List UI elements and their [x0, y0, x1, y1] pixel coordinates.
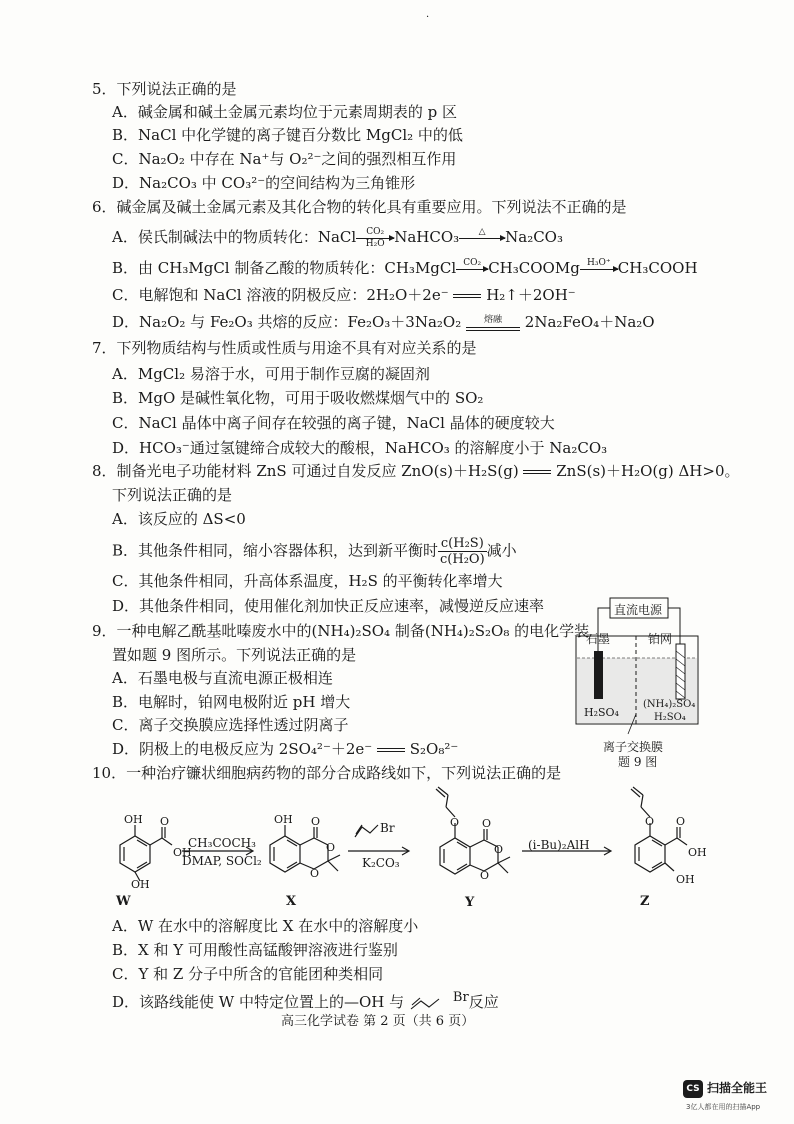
q10-d-text: D．该路线能使 W 中特定位置上的—OH 与 [112, 993, 405, 1011]
q8-stem-pre: 8．制备光电子功能材料 ZnS 可通过自发反应 ZnO(s)＋H₂S(g) [92, 462, 519, 480]
reagent1-top: CH₃COCH₃ [188, 836, 256, 850]
melt-condition: 熔融 [484, 315, 503, 325]
q6-a-end: Na₂CO₃ [505, 228, 563, 246]
q6-b-end: CH₃COOH [617, 259, 698, 277]
q8-b-text: B．其他条件相同，缩小容器体积，达到新平衡时 [112, 541, 439, 560]
concentration-fraction [438, 536, 487, 567]
y-ether-o: O [450, 816, 460, 829]
power-supply-label: 直流电源 [614, 603, 663, 617]
q7-option-d: D．HCO₃⁻通过氢键缔合成较大的酸根，NaHCO₃ 的溶解度小于 Na₂CO₃ [112, 439, 608, 457]
compound-y-label: Y [465, 895, 475, 910]
q5-option-b: B．NaCl 中化学键的离子键百分数比 MgCl₂ 中的低 [112, 126, 463, 144]
q6-option-d [112, 311, 655, 333]
right-solution-label-1: (NH₄)₂SO₄ [643, 699, 696, 710]
q9-d-end: S₂O₈²⁻ [409, 740, 459, 758]
q10-option-a: A．W 在水中的溶解度比 X 在水中的溶解度小 [112, 917, 419, 935]
z-acid-oh: OH [688, 846, 707, 859]
q9-option-c: C．离子交换膜应选择性透过阴离子 [112, 716, 349, 734]
w-acid-oh: OH [173, 846, 192, 859]
right-solution-label-2: H₂SO₄ [654, 712, 686, 723]
z-oh: OH [676, 873, 695, 886]
arrow-top-label: H₃O⁺ [587, 258, 611, 268]
x-ring-o2: O [310, 867, 320, 880]
q8-stem [92, 460, 740, 482]
left-solution-label: H₂SO₄ [584, 706, 619, 719]
q6-a-text: A．侯氏制碱法中的物质转化：NaCl [112, 228, 357, 246]
arrow-bottom-label: H₂O [365, 239, 385, 249]
q8-b-post: 减小 [486, 541, 517, 560]
camscanner-tagline: 3亿人都在用的扫描App [686, 1103, 761, 1111]
reaction-arrow [356, 227, 394, 249]
arrow-top-label: CO₂ [366, 227, 385, 237]
top-dot: · [426, 12, 430, 23]
arrow-top-label: CO₂ [463, 258, 482, 268]
q8-stem-post: ZnS(s)＋H₂O(g) ΔH>0。 [556, 462, 740, 480]
q9-d-text: D．阴极上的电极反应为 2SO₄²⁻＋2e⁻ [112, 740, 373, 758]
q6-a-mid: NaHCO₃ [394, 228, 460, 246]
y-ring-o2: O [480, 869, 490, 882]
q9-stem1: 9．一种电解乙酰基吡嗪废水中的(NH₄)₂SO₄ 制备(NH₄)₂S₂O₈ 的电化学装 [92, 622, 590, 640]
reagent3-top: (i-Bu)₂AlH [528, 838, 590, 852]
q9-option-d [112, 738, 458, 760]
q5-option-a: A．碱金属和碱土金属元素均位于元素周期表的 p 区 [112, 103, 457, 121]
figure-9-caption: 题 9 图 [618, 755, 658, 769]
q6-c-text: C．电解饱和 NaCl 溶液的阴极反应：2H₂O＋2e⁻ [112, 286, 449, 304]
compound-x-label: X [286, 894, 297, 909]
y-ring-o: O [494, 843, 504, 856]
reagent2-bottom: K₂CO₃ [362, 856, 400, 870]
equals-sign [453, 292, 481, 300]
y-carbonyl-o: O [482, 817, 492, 830]
page-footer: 高三化学试卷 第 2 页（共 6 页） [281, 1014, 475, 1029]
q9-option-b: B．电解时，铂网电极附近 pH 增大 [112, 693, 351, 711]
q6-option-c [112, 284, 576, 306]
q8-option-b [112, 536, 517, 567]
equals-sign [377, 746, 405, 754]
q10-d-br: Br [452, 990, 469, 1005]
q10-stem: 10．一种治疗镰状细胞病药物的部分合成路线如下，下列说法正确的是 [92, 764, 562, 782]
reaction-arrow [459, 227, 505, 249]
reagent1-bottom: DMAP, SOCl₂ [182, 854, 262, 868]
compound-w-label: W [116, 894, 131, 909]
q8-option-c: C．其他条件相同，升高体系温度，H₂S 的平衡转化率增大 [112, 572, 503, 590]
q6-b-mid: CH₃COOMg [488, 259, 580, 277]
reaction-arrow [580, 258, 618, 280]
q5-stem: 5．下列说法正确的是 [92, 80, 237, 98]
w-carbonyl-o: O [160, 815, 170, 828]
q9-stem2: 置如题 9 图所示。下列说法正确的是 [112, 646, 357, 664]
membrane-label: 离子交换膜 [603, 740, 664, 754]
q6-d-text: D．Na₂O₂ 与 Fe₂O₃ 共熔的反应：Fe₂O₃＋3Na₂O₂ [112, 313, 462, 331]
q7-option-a: A．MgCl₂ 易溶于水，可用于制作豆腐的凝固剂 [112, 365, 430, 383]
platinum-label: 铂网 [648, 632, 673, 646]
fraction-denominator: c(H₂O) [440, 552, 485, 567]
q6-option-b [112, 257, 698, 280]
arrow-top-label: △ [478, 227, 486, 237]
x-ring-o: O [326, 841, 336, 854]
q8-option-d: D．其他条件相同，使用催化剂加快正反应速率，减慢逆反应速率 [112, 597, 545, 615]
q7-option-c: C．NaCl 晶体中离子间存在较强的离子键，NaCl 晶体的硬度较大 [112, 414, 555, 432]
reagent2-br: Br [380, 821, 395, 835]
q5-option-c: C．Na₂O₂ 中存在 Na⁺与 O₂²⁻之间的强烈相互作用 [112, 150, 457, 168]
q6-option-a [112, 226, 563, 249]
q8-option-a: A．该反应的 ΔS<0 [112, 510, 246, 528]
graphite-label: 石墨 [586, 632, 611, 646]
compound-z-label: Z [640, 894, 650, 909]
q6-stem: 6．碱金属及碱土金属元素及其化合物的转化具有重要应用。下列说法不正确的是 [92, 198, 627, 216]
q8-stem2: 下列说法正确的是 [112, 486, 233, 504]
z-ether-o: O [645, 815, 655, 828]
camscanner-name: 扫描全能王 [707, 1081, 768, 1095]
fraction-numerator: c(H₂S) [438, 536, 487, 552]
z-carbonyl-o: O [676, 815, 686, 828]
camscanner-logo-icon: CS [683, 1080, 703, 1098]
equals-sign [523, 468, 551, 476]
q9-option-a: A．石墨电极与直流电源正极相连 [112, 669, 333, 687]
q10-option-c: C．Y 和 Z 分子中所含的官能团种类相同 [112, 965, 384, 983]
w-oh-bottom: OH [131, 878, 150, 891]
x-carbonyl-o: O [311, 815, 321, 828]
x-oh: OH [274, 813, 293, 826]
q7-option-b: B．MgO 是碱性氧化物，可用于吸收燃煤烟气中的 SO₂ [112, 389, 484, 407]
melt-equals-sign [466, 315, 520, 331]
w-oh-top: OH [124, 813, 143, 826]
q6-d-end: 2Na₂FeO₄＋Na₂O [524, 313, 655, 331]
reaction-arrow [456, 258, 488, 280]
q10-option-b: B．X 和 Y 可用酸性高锰酸钾溶液进行鉴别 [112, 941, 398, 959]
q6-b-text: B．由 CH₃MgCl 制备乙酸的物质转化：CH₃MgCl [112, 259, 457, 277]
q10-d-post: 反应 [468, 993, 499, 1011]
q6-c-end: H₂↑＋2OH⁻ [486, 286, 576, 304]
q5-option-d: D．Na₂CO₃ 中 CO₃²⁻的空间结构为三角锥形 [112, 174, 416, 192]
q7-stem: 7．下列物质结构与性质或性质与用途不具有对应关系的是 [92, 339, 477, 357]
